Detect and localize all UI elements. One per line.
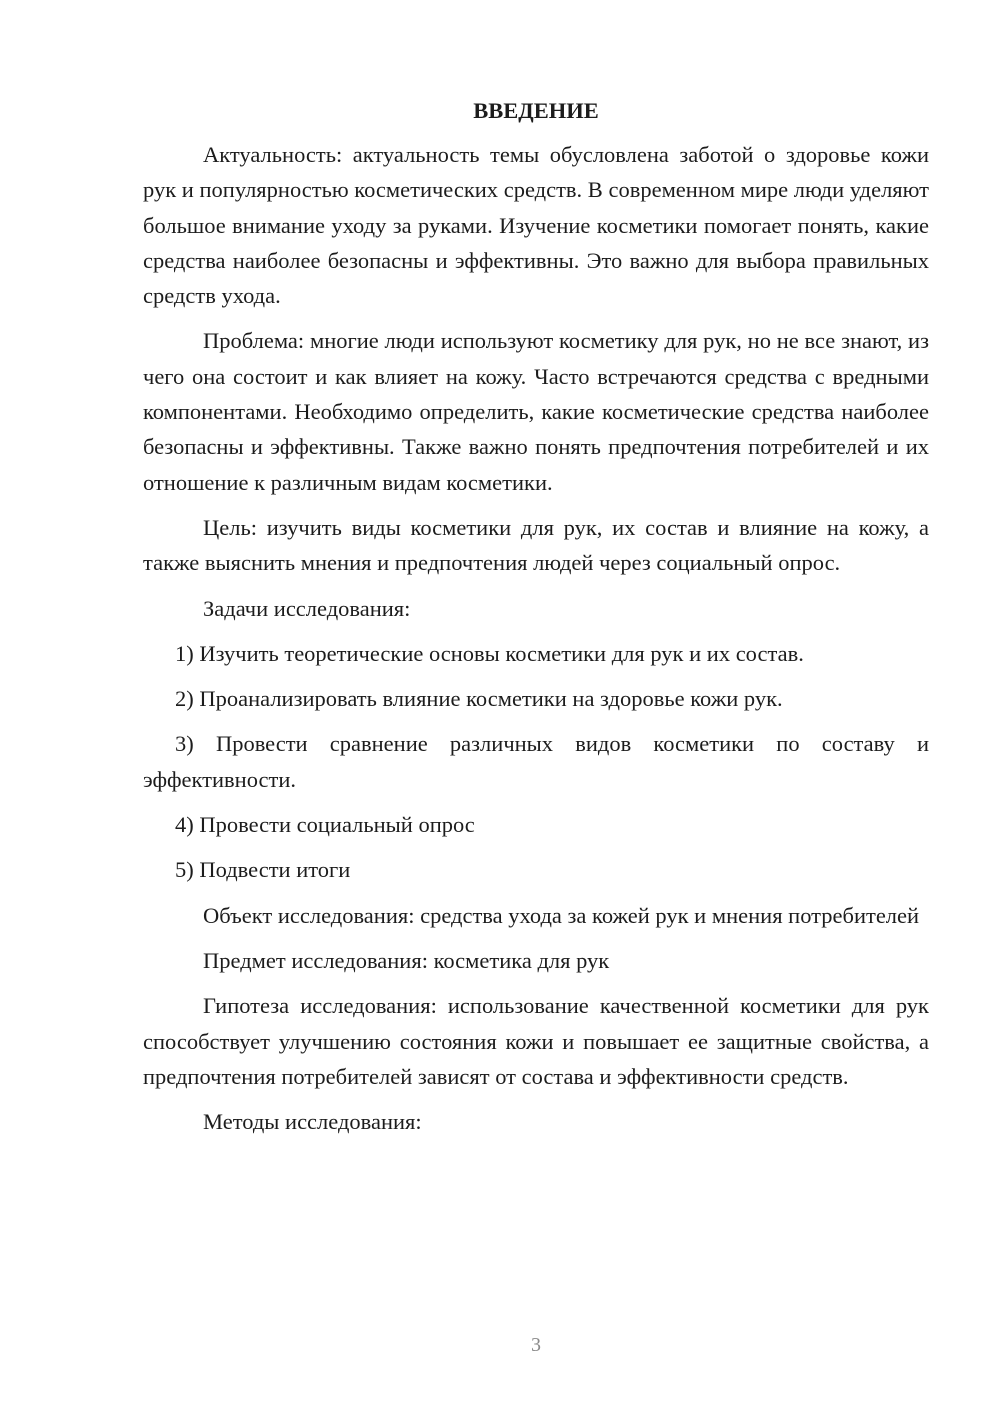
relevance-paragraph: Актуальность: актуальность темы обусловлена заботой о здоровье кожи рук и популярностью косметических средств. В современном мире люди уделяют большое внимание уходу за руками. Изучение косметики помогает понять, какие средства наиболее безопасны и эффективны. Это важно для выбора правильных средств ухода.: [143, 142, 929, 309]
section-heading: ВВЕДЕНИЕ: [473, 98, 599, 123]
hypothesis-paragraph: Гипотеза исследования: использование качественной косметики для рук способствует улучшению состояния кожи и повышает ее защитные свойства, а предпочтения потребителей зависят от состава и эффективности средств.: [143, 993, 929, 1089]
subject-paragraph: Предмет исследования: косметика для рук: [203, 947, 610, 973]
page-number: 3: [531, 1334, 541, 1356]
document-body: [143, 93, 929, 1149]
task-item: 2) Проанализировать влияние косметики на здоровье кожи рук.: [175, 686, 783, 712]
tasks-title: Задачи исследования:: [203, 595, 411, 621]
task-item: 3) Провести сравнение различных видов косметики по составу и эффективности.: [143, 731, 929, 792]
task-item: 5) Подвести итоги: [175, 857, 351, 883]
object-paragraph: Объект исследования: средства ухода за кожей рук и мнения потребителей: [203, 902, 920, 928]
problem-paragraph: Проблема: многие люди используют косметику для рук, но не все знают, из чего она состоит и как влияет на кожу. Часто встречаются средства с вредными компонентами. Необходимо определить, какие косметические средства наиболее безопасны и эффективны. Также важно понять предпочтения потребителей и их отношение к различным видам косметики.: [143, 328, 929, 495]
task-item: 1) Изучить теоретические основы косметики для рук и их состав.: [175, 640, 804, 666]
goal-paragraph: Цель: изучить виды косметики для рук, их состав и влияние на кожу, а также выяснить мнения и предпочтения людей через социальный опрос.: [143, 514, 929, 576]
task-item: 4) Провести социальный опрос: [175, 812, 475, 838]
methods-title: Методы исследования:: [203, 1109, 422, 1135]
